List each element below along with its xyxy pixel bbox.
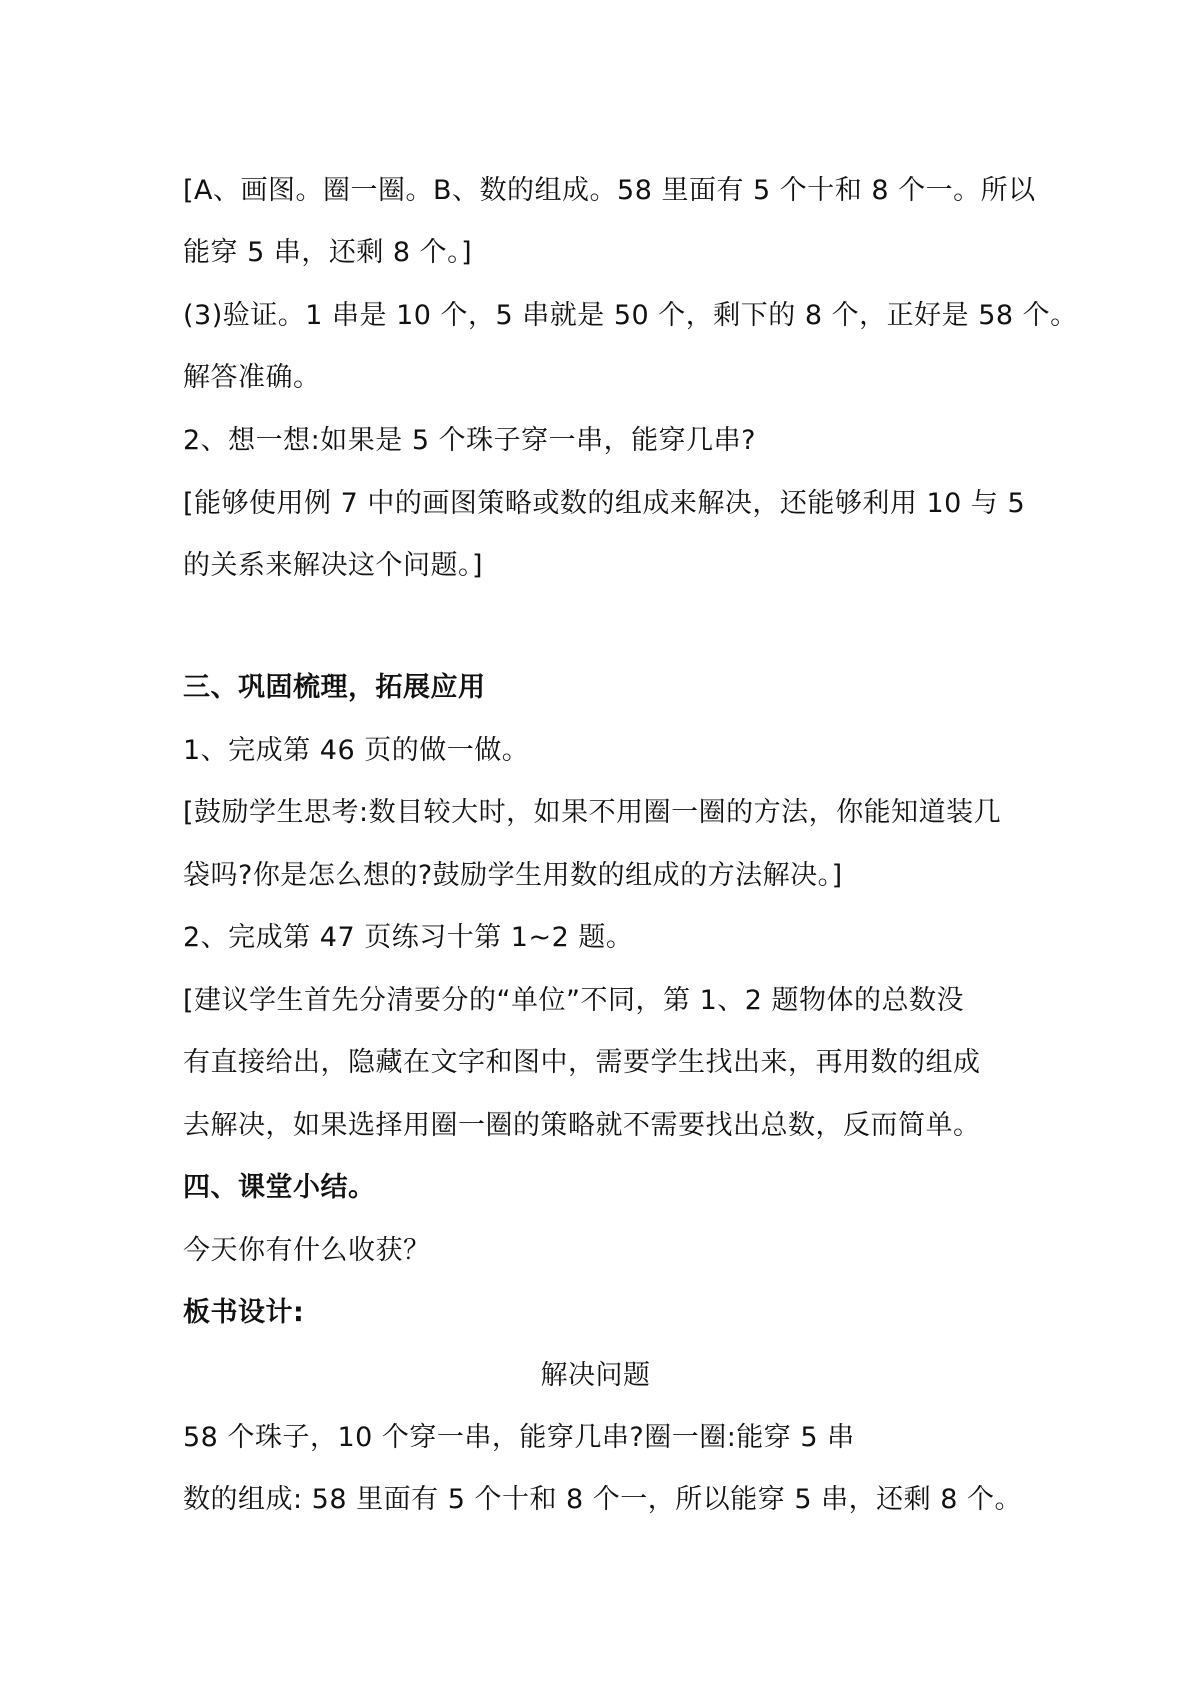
section-3-line-2: [鼓励学生思考:数目较大时，如果不用圈一圈的方法，你能知道装几 — [183, 797, 1002, 828]
section-3-line-5: [建议学生首先分清要分的“单位”不同，第 1、2 题物体的总数没 — [183, 985, 965, 1016]
answer-methods-line-2: 能穿 5 串，还剩 8 个。] — [183, 237, 473, 268]
answer-methods-line-1: [A、画图。圈一圈。B、数的组成。58 里面有 5 个十和 8 个一。所以 — [183, 175, 1036, 206]
board-title: 解决问题 — [540, 1360, 651, 1391]
section-3-line-6: 有直接给出，隐藏在文字和图中，需要学生找出来，再用数的组成 — [183, 1047, 981, 1078]
section-3-heading: 三、巩固梳理，拓展应用 — [183, 672, 486, 703]
board-line-1: 58 个珠子，10 个穿一串，能穿几串?圈一圈:能穿 5 串 — [183, 1422, 855, 1453]
section-4-line: 今天你有什么收获？ — [183, 1235, 431, 1266]
board-line-2: 数的组成: 58 里面有 5 个十和 8 个一，所以能穿 5 串，还剩 8 个。 — [183, 1484, 1022, 1515]
verification-line-2: 解答准确。 — [183, 362, 321, 393]
section-3-line-4: 2、完成第 47 页练习十第 1~2 题。 — [183, 922, 634, 953]
section-4-heading: 四、课堂小结。 — [183, 1172, 376, 1203]
section-3-line-7: 去解决，如果选择用圈一圈的策略就不需要找出总数，反而简单。 — [183, 1110, 981, 1141]
think-note-line-2: 的关系来解决这个问题。] — [183, 550, 484, 581]
think-question-line: 2、想一想:如果是 5 个珠子穿一串，能穿几串? — [183, 425, 756, 456]
section-3-line-3: 袋吗?你是怎么想的?鼓励学生用数的组成的方法解决。] — [183, 860, 843, 891]
section-3-line-1: 1、完成第 46 页的做一做。 — [183, 735, 530, 766]
board-design-heading: 板书设计: — [183, 1297, 305, 1328]
think-note-line-1: [能够使用例 7 中的画图策略或数的组成来解决，还能够利用 10 与 5 — [183, 488, 1026, 519]
verification-line-1: (3)验证。1 串是 10 个，5 串就是 50 个，剩下的 8 个，正好是 58 个。 — [183, 300, 1078, 331]
